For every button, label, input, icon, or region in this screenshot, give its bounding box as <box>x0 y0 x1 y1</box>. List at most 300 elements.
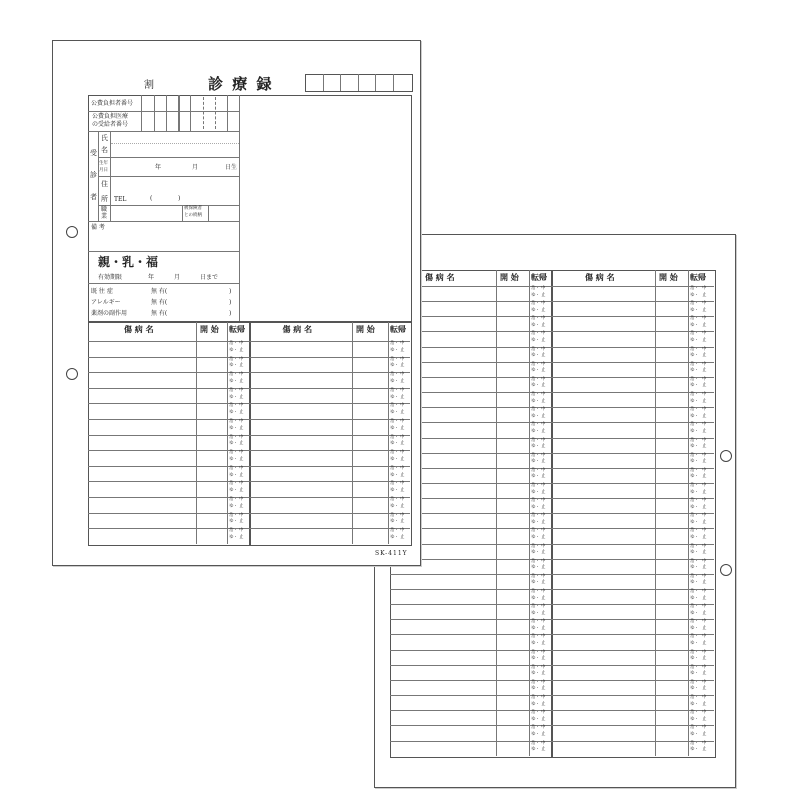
back-outcome-opt-stopped: 止 <box>541 747 546 752</box>
back-left-start-cell[interactable] <box>497 393 528 406</box>
back-outcome-opt-improved: ゆ・ <box>690 580 699 586</box>
birthdate-field[interactable] <box>111 158 238 176</box>
back-right-start-cell[interactable] <box>656 514 687 527</box>
name-field[interactable] <box>111 132 238 156</box>
back-right-disease-cell[interactable] <box>552 529 654 542</box>
occupation-field[interactable] <box>111 206 181 220</box>
back-right-start-cell[interactable] <box>656 408 687 421</box>
back-punch-hole-bottom <box>720 564 732 576</box>
back-left-header-disease: 傷 病 名 <box>425 272 455 282</box>
back-outcome-opt-cured: 治・ <box>531 543 540 549</box>
back-outcome-opt-interrupted: 中 <box>541 498 546 504</box>
back-right-disease-cell[interactable] <box>552 545 654 558</box>
front-right-start-cell[interactable] <box>353 358 387 372</box>
back-right-disease-cell[interactable] <box>552 393 654 406</box>
front-outcome-opt-cured: 治・ <box>229 465 238 471</box>
back-right-start-cell[interactable] <box>656 590 687 603</box>
back-outcome-opt-cured: 治・ <box>531 331 540 337</box>
front-left-disease-cell[interactable] <box>89 342 195 356</box>
back-outcome-opt-improved: ゆ・ <box>531 550 540 556</box>
front-outcome-opt-improved: ゆ・ <box>229 394 238 400</box>
back-left-start-cell[interactable] <box>497 423 528 436</box>
back-left-start-cell[interactable] <box>497 439 528 452</box>
back-right-disease-cell[interactable] <box>552 499 654 512</box>
back-left-start-cell[interactable] <box>497 499 528 512</box>
front-left-disease-cell[interactable] <box>89 498 195 512</box>
front-left-disease-cell[interactable] <box>89 467 195 481</box>
back-outcome-opt-cured: 治・ <box>690 634 699 640</box>
back-outcome-opt-stopped: 止 <box>541 701 546 707</box>
front-outcome-opt-improved: ゆ・ <box>229 363 238 369</box>
front-right-disease-cell[interactable] <box>250 342 351 356</box>
back-left-disease-cell[interactable] <box>391 620 495 633</box>
back-outcome-opt-cured: 治・ <box>531 725 540 731</box>
front-outcome-opt-cured: 治・ <box>229 481 238 487</box>
front-right-disease-cell[interactable] <box>250 358 351 372</box>
front-outcome-opt-improved: ゆ・ <box>229 425 238 431</box>
back-outcome-opt-interrupted: 中 <box>541 680 546 685</box>
back-right-disease-cell[interactable] <box>552 620 654 633</box>
back-right-disease-cell[interactable] <box>552 287 654 300</box>
front-right-disease-cell[interactable] <box>250 451 351 465</box>
back-left-start-cell[interactable] <box>497 317 528 330</box>
front-outcome-opt-improved: ゆ・ <box>229 379 238 384</box>
back-left-start-cell[interactable] <box>497 545 528 558</box>
back-outcome-opt-improved: ゆ・ <box>531 444 540 449</box>
front-left-start-cell[interactable] <box>197 404 226 418</box>
back-right-start-cell[interactable] <box>656 620 687 633</box>
front-right-disease-cell[interactable] <box>250 498 351 512</box>
back-outcome-opt-stopped: 止 <box>541 626 546 631</box>
front-left-start-cell[interactable] <box>197 498 226 512</box>
back-outcome-opt-cured: 治・ <box>690 664 699 670</box>
front-outcome-opt-stopped: 止 <box>400 535 405 540</box>
front-right-header-disease: 傷 病 名 <box>282 324 313 334</box>
back-left-start-cell[interactable] <box>497 454 528 467</box>
back-outcome-opt-improved: ゆ・ <box>690 565 699 571</box>
back-left-start-cell[interactable] <box>497 348 528 361</box>
birth-year-unit: 年 <box>155 164 162 171</box>
back-right-start-cell[interactable] <box>656 545 687 558</box>
back-outcome-opt-cured: 治・ <box>690 422 699 428</box>
birth-day-unit: 日生 <box>225 164 238 171</box>
history-close-2: ) <box>229 299 232 306</box>
back-right-start-cell[interactable] <box>656 393 687 406</box>
back-outcome-opt-improved: ゆ・ <box>690 732 699 737</box>
back-outcome-opt-cured: 治・ <box>531 437 540 443</box>
back-outcome-opt-improved: ゆ・ <box>690 747 699 752</box>
back-outcome-opt-stopped: 止 <box>541 383 546 389</box>
back-outcome-opt-stopped: 止 <box>702 641 707 646</box>
back-right-disease-cell[interactable] <box>552 439 654 452</box>
back-left-start-cell[interactable] <box>497 287 528 300</box>
front-outcome-opt-improved: ゆ・ <box>229 472 238 478</box>
back-left-start-cell[interactable] <box>497 696 528 709</box>
back-left-disease-cell[interactable] <box>391 605 495 618</box>
back-left-start-cell[interactable] <box>497 711 528 724</box>
back-outcome-opt-interrupted: 中 <box>541 649 546 655</box>
back-outcome-opt-cured: 治・ <box>690 649 699 655</box>
back-outcome-opt-interrupted: 中 <box>541 513 546 519</box>
front-left-disease-cell[interactable] <box>89 451 195 465</box>
back-outcome-opt-improved: ゆ・ <box>690 701 699 707</box>
back-outcome-opt-cured: 治・ <box>690 589 699 594</box>
back-outcome-opt-stopped: 止 <box>702 292 707 298</box>
back-right-disease-cell[interactable] <box>552 423 654 436</box>
front-right-disease-cell[interactable] <box>250 467 351 481</box>
back-outcome-opt-improved: ゆ・ <box>690 444 699 449</box>
front-left-disease-cell[interactable] <box>89 389 195 403</box>
front-outcome-opt-stopped: 止 <box>400 519 405 525</box>
back-outcome-opt-interrupted: 中 <box>702 316 707 322</box>
front-outcome-opt-stopped: 止 <box>239 379 244 384</box>
back-right-disease-cell[interactable] <box>552 726 654 739</box>
back-right-start-cell[interactable] <box>656 363 687 376</box>
back-right-start-cell[interactable] <box>656 302 687 315</box>
back-outcome-opt-cured: 治・ <box>531 346 540 352</box>
back-left-start-cell[interactable] <box>497 378 528 391</box>
back-right-start-cell[interactable] <box>656 317 687 330</box>
front-right-disease-cell[interactable] <box>250 529 351 543</box>
back-outcome-opt-stopped: 止 <box>702 610 707 616</box>
front-outcome-opt-interrupted: 中 <box>239 481 244 487</box>
back-right-disease-cell[interactable] <box>552 605 654 618</box>
back-right-start-cell[interactable] <box>656 711 687 724</box>
back-right-disease-cell[interactable] <box>552 575 654 588</box>
front-right-start-cell[interactable] <box>353 389 387 403</box>
back-right-start-cell[interactable] <box>656 605 687 618</box>
front-right-start-cell[interactable] <box>353 529 387 543</box>
back-outcome-opt-improved: ゆ・ <box>690 550 699 556</box>
front-right-start-cell[interactable] <box>353 404 387 418</box>
back-left-disease-cell[interactable] <box>391 681 495 694</box>
front-left-start-cell[interactable] <box>197 420 226 434</box>
front-left-start-cell[interactable] <box>197 467 226 481</box>
back-left-start-cell[interactable] <box>497 590 528 603</box>
address-field[interactable] <box>111 177 238 204</box>
front-outcome-opt-cured: 治・ <box>229 403 238 409</box>
back-right-start-cell[interactable] <box>656 378 687 391</box>
front-left-start-cell[interactable] <box>197 373 226 387</box>
back-right-start-cell[interactable] <box>656 635 687 648</box>
back-right-disease-cell[interactable] <box>552 378 654 391</box>
back-left-start-cell[interactable] <box>497 651 528 664</box>
back-right-disease-cell[interactable] <box>552 590 654 603</box>
back-left-disease-cell[interactable] <box>391 575 495 588</box>
back-left-start-cell[interactable] <box>497 514 528 527</box>
back-left-start-cell[interactable] <box>497 332 528 345</box>
front-left-start-cell[interactable] <box>197 451 226 465</box>
back-outcome-opt-interrupted: 中 <box>702 392 707 397</box>
back-outcome-opt-interrupted: 中 <box>541 331 546 337</box>
back-right-start-cell[interactable] <box>656 454 687 467</box>
front-right-start-cell[interactable] <box>353 482 387 496</box>
front-right-start-cell[interactable] <box>353 342 387 356</box>
back-outcome-opt-improved: ゆ・ <box>690 595 699 601</box>
tel-label: TEL <box>114 196 127 203</box>
back-right-disease-cell[interactable] <box>552 666 654 679</box>
relation-field[interactable] <box>209 206 238 220</box>
front-left-start-cell[interactable] <box>197 342 226 356</box>
front-outcome-opt-interrupted: 中 <box>239 450 244 456</box>
back-outcome-opt-stopped: 止 <box>702 474 707 480</box>
front-right-start-cell[interactable] <box>353 514 387 528</box>
back-outcome-opt-interrupted: 中 <box>702 725 707 731</box>
back-outcome-opt-stopped: 止 <box>541 504 546 510</box>
back-right-start-cell[interactable] <box>656 696 687 709</box>
back-right-disease-cell[interactable] <box>552 363 654 376</box>
public-payer-number-label: 公費負担者番号 <box>91 100 134 107</box>
back-left-start-cell[interactable] <box>497 681 528 694</box>
front-left-start-cell[interactable] <box>197 514 226 528</box>
back-outcome-opt-cured: 治・ <box>531 558 540 564</box>
back-left-disease-cell[interactable] <box>391 711 495 724</box>
back-left-start-cell[interactable] <box>497 560 528 573</box>
validity-month-unit: 月 <box>174 274 181 281</box>
front-left-disease-cell[interactable] <box>89 482 195 496</box>
back-outcome-opt-cured: 治・ <box>690 346 699 352</box>
front-outcome-opt-cured: 治・ <box>390 419 399 424</box>
front-left-disease-cell[interactable] <box>89 529 195 543</box>
back-outcome-opt-interrupted: 中 <box>541 725 546 731</box>
back-left-start-cell[interactable] <box>497 408 528 421</box>
history-label-2: アレルギー <box>91 299 121 306</box>
back-left-start-cell[interactable] <box>497 635 528 648</box>
name-label-2: 名 <box>101 146 108 154</box>
back-outcome-opt-cured: 治・ <box>690 695 699 700</box>
back-left-start-cell[interactable] <box>497 469 528 482</box>
back-outcome-opt-cured: 治・ <box>531 604 540 610</box>
back-outcome-opt-improved: ゆ・ <box>690 535 699 540</box>
back-right-start-cell[interactable] <box>656 499 687 512</box>
back-right-start-cell[interactable] <box>656 469 687 482</box>
clinical-notes-area[interactable] <box>241 97 409 319</box>
history-close-1: ) <box>229 288 232 295</box>
ratio-mark: 割 <box>144 80 154 91</box>
front-right-start-cell[interactable] <box>353 451 387 465</box>
back-left-disease-cell[interactable] <box>391 666 495 679</box>
back-outcome-opt-cured: 治・ <box>531 649 540 655</box>
back-right-start-cell[interactable] <box>656 560 687 573</box>
front-right-disease-cell[interactable] <box>250 373 351 387</box>
back-right-disease-cell[interactable] <box>552 696 654 709</box>
back-left-disease-cell[interactable] <box>391 590 495 603</box>
front-left-disease-cell[interactable] <box>89 358 195 372</box>
back-outcome-opt-interrupted: 中 <box>541 695 546 700</box>
front-outcome-opt-stopped: 止 <box>239 535 244 540</box>
back-left-start-cell[interactable] <box>497 302 528 315</box>
back-left-start-cell[interactable] <box>497 620 528 633</box>
back-outcome-opt-cured: 治・ <box>690 316 699 322</box>
back-outcome-opt-interrupted: 中 <box>702 619 707 625</box>
back-right-disease-cell[interactable] <box>552 408 654 421</box>
back-outcome-opt-cured: 治・ <box>690 619 699 625</box>
front-left-disease-cell[interactable] <box>89 436 195 450</box>
back-left-start-cell[interactable] <box>497 742 528 755</box>
back-left-start-cell[interactable] <box>497 605 528 618</box>
patient-section-label-1: 受 <box>90 149 97 157</box>
back-outcome-opt-stopped: 止 <box>702 383 707 389</box>
front-left-start-cell[interactable] <box>197 358 226 372</box>
back-outcome-opt-cured: 治・ <box>690 407 699 413</box>
front-right-start-cell[interactable] <box>353 373 387 387</box>
back-outcome-opt-interrupted: 中 <box>702 513 707 519</box>
back-left-start-cell[interactable] <box>497 726 528 739</box>
back-outcome-opt-cured: 治・ <box>690 452 699 458</box>
back-outcome-opt-stopped: 止 <box>541 323 546 328</box>
back-outcome-opt-improved: ゆ・ <box>531 413 540 419</box>
back-outcome-opt-interrupted: 中 <box>702 286 707 291</box>
back-right-disease-cell[interactable] <box>552 560 654 573</box>
back-outcome-opt-cured: 治・ <box>531 574 540 579</box>
back-outcome-opt-stopped: 止 <box>541 641 546 646</box>
back-outcome-opt-improved: ゆ・ <box>531 368 540 374</box>
front-outcome-opt-cured: 治・ <box>229 387 238 393</box>
back-right-disease-cell[interactable] <box>552 469 654 482</box>
back-outcome-opt-improved: ゆ・ <box>531 535 540 540</box>
back-left-disease-cell[interactable] <box>391 696 495 709</box>
back-right-disease-cell[interactable] <box>552 514 654 527</box>
front-right-start-cell[interactable] <box>353 467 387 481</box>
back-outcome-opt-stopped: 止 <box>541 459 546 465</box>
front-right-disease-cell[interactable] <box>250 514 351 528</box>
front-outcome-opt-interrupted: 中 <box>400 450 405 456</box>
back-right-disease-cell[interactable] <box>552 484 654 497</box>
back-left-disease-cell[interactable] <box>391 635 495 648</box>
front-right-start-cell[interactable] <box>353 498 387 512</box>
back-right-start-cell[interactable] <box>656 651 687 664</box>
front-left-disease-cell[interactable] <box>89 514 195 528</box>
back-right-disease-cell[interactable] <box>552 317 654 330</box>
back-outcome-opt-interrupted: 中 <box>541 604 546 610</box>
back-outcome-opt-stopped: 止 <box>541 429 546 434</box>
front-right-disease-cell[interactable] <box>250 436 351 450</box>
front-outcome-opt-improved: ゆ・ <box>390 410 399 416</box>
back-outcome-opt-cured: 治・ <box>531 634 540 640</box>
back-outcome-opt-cured: 治・ <box>690 392 699 397</box>
front-outcome-opt-stopped: 止 <box>239 394 244 400</box>
back-right-header-start: 開 始 <box>659 272 678 282</box>
front-left-disease-cell[interactable] <box>89 404 195 418</box>
front-left-start-cell[interactable] <box>197 436 226 450</box>
back-right-start-cell[interactable] <box>656 666 687 679</box>
back-right-start-cell[interactable] <box>656 529 687 542</box>
history-value-2[interactable]: 無 有( <box>151 299 168 306</box>
back-left-disease-cell[interactable] <box>391 651 495 664</box>
back-right-start-cell[interactable] <box>656 423 687 436</box>
back-right-start-cell[interactable] <box>656 287 687 300</box>
back-outcome-opt-cured: 治・ <box>690 498 699 504</box>
back-outcome-opt-cured: 治・ <box>690 377 699 382</box>
back-outcome-opt-improved: ゆ・ <box>531 338 540 343</box>
back-outcome-opt-improved: ゆ・ <box>690 656 699 662</box>
front-outcome-opt-stopped: 止 <box>400 347 405 353</box>
front-left-disease-cell[interactable] <box>89 420 195 434</box>
front-left-disease-cell[interactable] <box>89 373 195 387</box>
back-left-start-cell[interactable] <box>497 529 528 542</box>
back-left-start-cell[interactable] <box>497 666 528 679</box>
back-left-disease-cell[interactable] <box>391 742 495 755</box>
back-right-disease-cell[interactable] <box>552 454 654 467</box>
front-left-start-cell[interactable] <box>197 482 226 496</box>
back-right-disease-cell[interactable] <box>552 302 654 315</box>
front-right-disease-cell[interactable] <box>250 420 351 434</box>
back-outcome-opt-improved: ゆ・ <box>690 489 699 495</box>
back-outcome-opt-cured: 治・ <box>690 725 699 731</box>
history-value-3[interactable]: 無 有( <box>151 310 168 317</box>
back-right-disease-cell[interactable] <box>552 742 654 755</box>
front-right-start-cell[interactable] <box>353 436 387 450</box>
relation-label-2: との続柄 <box>184 213 202 218</box>
relation-label-1: 被保険者 <box>184 206 202 211</box>
back-outcome-opt-improved: ゆ・ <box>531 641 540 646</box>
back-right-start-cell[interactable] <box>656 726 687 739</box>
front-right-start-cell[interactable] <box>353 420 387 434</box>
back-right-disease-cell[interactable] <box>552 681 654 694</box>
back-right-start-cell[interactable] <box>656 332 687 345</box>
front-outcome-opt-interrupted: 中 <box>239 403 244 409</box>
front-outcome-opt-interrupted: 中 <box>400 481 405 487</box>
back-right-start-cell[interactable] <box>656 742 687 755</box>
back-right-start-cell[interactable] <box>656 439 687 452</box>
back-outcome-opt-stopped: 止 <box>702 368 707 374</box>
back-left-start-cell[interactable] <box>497 484 528 497</box>
front-right-disease-cell[interactable] <box>250 482 351 496</box>
back-outcome-opt-improved: ゆ・ <box>690 716 699 722</box>
front-outcome-opt-interrupted: 中 <box>400 419 405 424</box>
front-outcome-opt-stopped: 止 <box>400 410 405 416</box>
front-left-start-cell[interactable] <box>197 389 226 403</box>
front-outcome-opt-stopped: 止 <box>239 472 244 478</box>
back-right-start-cell[interactable] <box>656 575 687 588</box>
front-right-disease-cell[interactable] <box>250 389 351 403</box>
back-outcome-opt-stopped: 止 <box>702 671 707 677</box>
back-right-start-cell[interactable] <box>656 348 687 361</box>
front-left-header-disease: 傷 病 名 <box>124 324 154 334</box>
back-right-disease-cell[interactable] <box>552 651 654 664</box>
front-left-start-cell[interactable] <box>197 529 226 543</box>
back-outcome-opt-stopped: 止 <box>541 550 546 556</box>
back-outcome-opt-cured: 治・ <box>531 740 540 746</box>
back-outcome-opt-improved: ゆ・ <box>690 459 699 465</box>
back-outcome-opt-interrupted: 中 <box>541 619 546 625</box>
back-right-start-cell[interactable] <box>656 484 687 497</box>
back-right-disease-cell[interactable] <box>552 635 654 648</box>
front-right-disease-cell[interactable] <box>250 404 351 418</box>
back-right-start-cell[interactable] <box>656 681 687 694</box>
public-recipient-label-2: の受給者番号 <box>92 121 129 128</box>
back-right-disease-cell[interactable] <box>552 332 654 345</box>
back-outcome-opt-interrupted: 中 <box>702 422 707 428</box>
back-left-start-cell[interactable] <box>497 575 528 588</box>
back-outcome-opt-interrupted: 中 <box>541 740 546 746</box>
back-outcome-opt-cured: 治・ <box>690 543 699 549</box>
remarks-field[interactable] <box>89 232 238 250</box>
history-value-1[interactable]: 無 有( <box>151 288 168 295</box>
back-outcome-opt-improved: ゆ・ <box>531 610 540 616</box>
back-outcome-opt-stopped: 止 <box>702 716 707 722</box>
back-left-disease-cell[interactable] <box>391 726 495 739</box>
back-left-start-cell[interactable] <box>497 363 528 376</box>
front-outcome-opt-cured: 治・ <box>390 528 399 534</box>
back-right-disease-cell[interactable] <box>552 711 654 724</box>
front-outcome-opt-stopped: 止 <box>400 425 405 431</box>
back-outcome-opt-improved: ゆ・ <box>690 368 699 374</box>
back-right-disease-cell[interactable] <box>552 348 654 361</box>
back-outcome-opt-improved: ゆ・ <box>690 383 699 389</box>
front-outcome-opt-interrupted: 中 <box>239 419 244 424</box>
front-outcome-opt-stopped: 止 <box>239 410 244 416</box>
